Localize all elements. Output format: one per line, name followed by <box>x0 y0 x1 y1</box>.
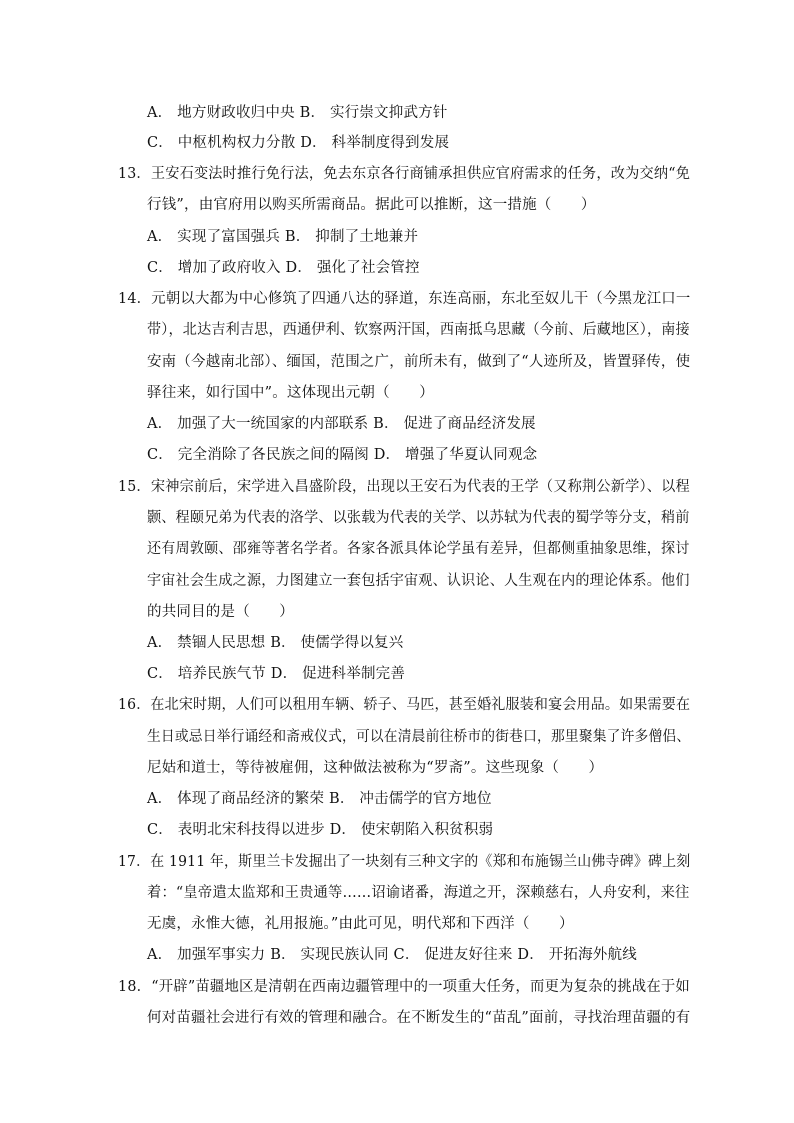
q14-question-line-2: 带），北达吉利吉思，西通伊利、钦察两汗国，西南抵乌思藏（今前、后藏地区），南接 <box>147 322 690 338</box>
q14-question-line-4: 驿往来，如行国中”。这体现出元朝（ ） <box>147 385 434 401</box>
q14-question-line-1 <box>118 289 690 309</box>
q18-question-line-1 <box>118 977 690 997</box>
q12-option-row-1: A． 地方财政收归中央 B． 实行崇文抑武方针 <box>147 105 448 121</box>
q15-option-row-1: A． 禁锢人民思想 B． 使儒学得以复兴 <box>147 635 404 651</box>
q16-question-line-1 <box>118 695 690 715</box>
q13-number: 13． <box>118 166 151 182</box>
q17-question-line-3: 无虞，永惟大德，礼用报施。”由此可见，明代郑和下西洋（ ） <box>147 916 574 932</box>
q14-option-row-1: A． 加强了大一统国家的内部联系 B． 促进了商品经济发展 <box>147 416 536 432</box>
q16-option-row-2: C． 表明北宋科技得以进步 D． 使宋朝陷入积贫积弱 <box>147 822 494 838</box>
q17-option-row-1: A． 加强军事实力 B． 实现民族认同 C． 促进友好往来 D． 开拓海外航线 <box>147 947 637 963</box>
q13-option-row-2: C． 增加了政府收入 D． 强化了社会管控 <box>147 260 420 276</box>
q13-option-row-1: A． 实现了富国强兵 B． 抑制了土地兼并 <box>147 229 419 245</box>
q16-number: 16． <box>118 697 151 713</box>
q16-text-1: 在北宋时期，人们可以租用车辆、轿子、马匹，甚至婚礼服装和宴会用品。如果需要在 <box>150 697 691 713</box>
q16-question-line-3: 尼姑和道士，等待被雇佣，这种做法被称为“罗斋”。这些现象（ ） <box>147 760 604 776</box>
q12-option-row-2: C． 中枢机构权力分散 D． 科举制度得到发展 <box>147 135 450 151</box>
q13-question-line-2: 行钱”，由官府用以购买所需商品。据此可以推断，这一措施（ ） <box>147 197 596 213</box>
q14-text-1: 元朝以大都为中心修筑了四通八达的驿道，东连高丽，东北至奴儿干（今黑龙江口一 <box>151 291 691 307</box>
q15-question-line-4: 宇宙社会生成之源，力图建立一套包括宇宙观、认识论、人生观在内的理论体系。他们 <box>147 573 690 589</box>
q15-question-line-3: 还有周敦颐、邵雍等著名学者。各家各派具体论学虽有差异，但都侧重抽象思维，探讨 <box>147 541 690 557</box>
q13-text-1: 王安石变法时推行免行法，免去东京各行商铺承担供应官府需求的任务，改为交纳“免 <box>150 166 691 182</box>
q15-question-line-5: 的共同目的是（ ） <box>147 604 294 620</box>
q18-text-1: “开辟”苗疆地区是清朝在西南边疆管理中的一项重大任务，而更为复杂的挑战在于如 <box>151 979 690 995</box>
q15-number: 15． <box>118 479 151 495</box>
q14-number: 14． <box>118 291 152 307</box>
q14-question-line-3: 安南（今越南北部）、缅国，范围之广，前所未有，做到了“人迹所及，皆置驿传，使 <box>147 354 691 370</box>
q17-question-line-1 <box>118 852 690 872</box>
q15-text-1: 宋神宗前后，宋学进入昌盛阶段，出现以王安石为代表的王学（又称荆公新学）、以程 <box>150 479 690 495</box>
q17-number: 17． <box>118 854 151 870</box>
q18-number: 18． <box>118 979 152 995</box>
q13-question-line-1 <box>118 164 690 184</box>
q16-option-row-1: A． 体现了商品经济的繁荣 B． 冲击儒学的官方地位 <box>147 791 492 807</box>
q18-question-line-2: 何对苗疆社会进行有效的管理和融合。在不断发生的“苗乱”面前，寻找治理苗疆的有 <box>147 1010 691 1026</box>
q15-question-line-2: 颢、程颐兄弟为代表的洛学、以张载为代表的关学、以苏轼为代表的蜀学等分支，稍前 <box>147 510 690 526</box>
q15-question-line-1 <box>118 477 690 497</box>
q16-question-line-2: 生日或忌日举行诵经和斋戒仪式，可以在清晨前往桥市的街巷口，那里聚集了许多僧侣、 <box>147 729 691 745</box>
q17-question-line-2: 着：“皇帝遣太监郑和王贵通等……诏谕诸番，海道之开，深赖慈右，人舟安利，来往 <box>147 885 690 901</box>
q15-option-row-2: C． 培养民族气节 D． 促进科举制完善 <box>147 666 406 682</box>
q17-text-1: 在 1911 年，斯里兰卡发掘出了一块刻有三种文字的《郑和布施锡兰山佛寺碑》碑上刻 <box>150 854 691 870</box>
q14-option-row-2: C． 完全消除了各民族之间的隔阂 D． 增强了华夏认同观念 <box>147 447 538 463</box>
